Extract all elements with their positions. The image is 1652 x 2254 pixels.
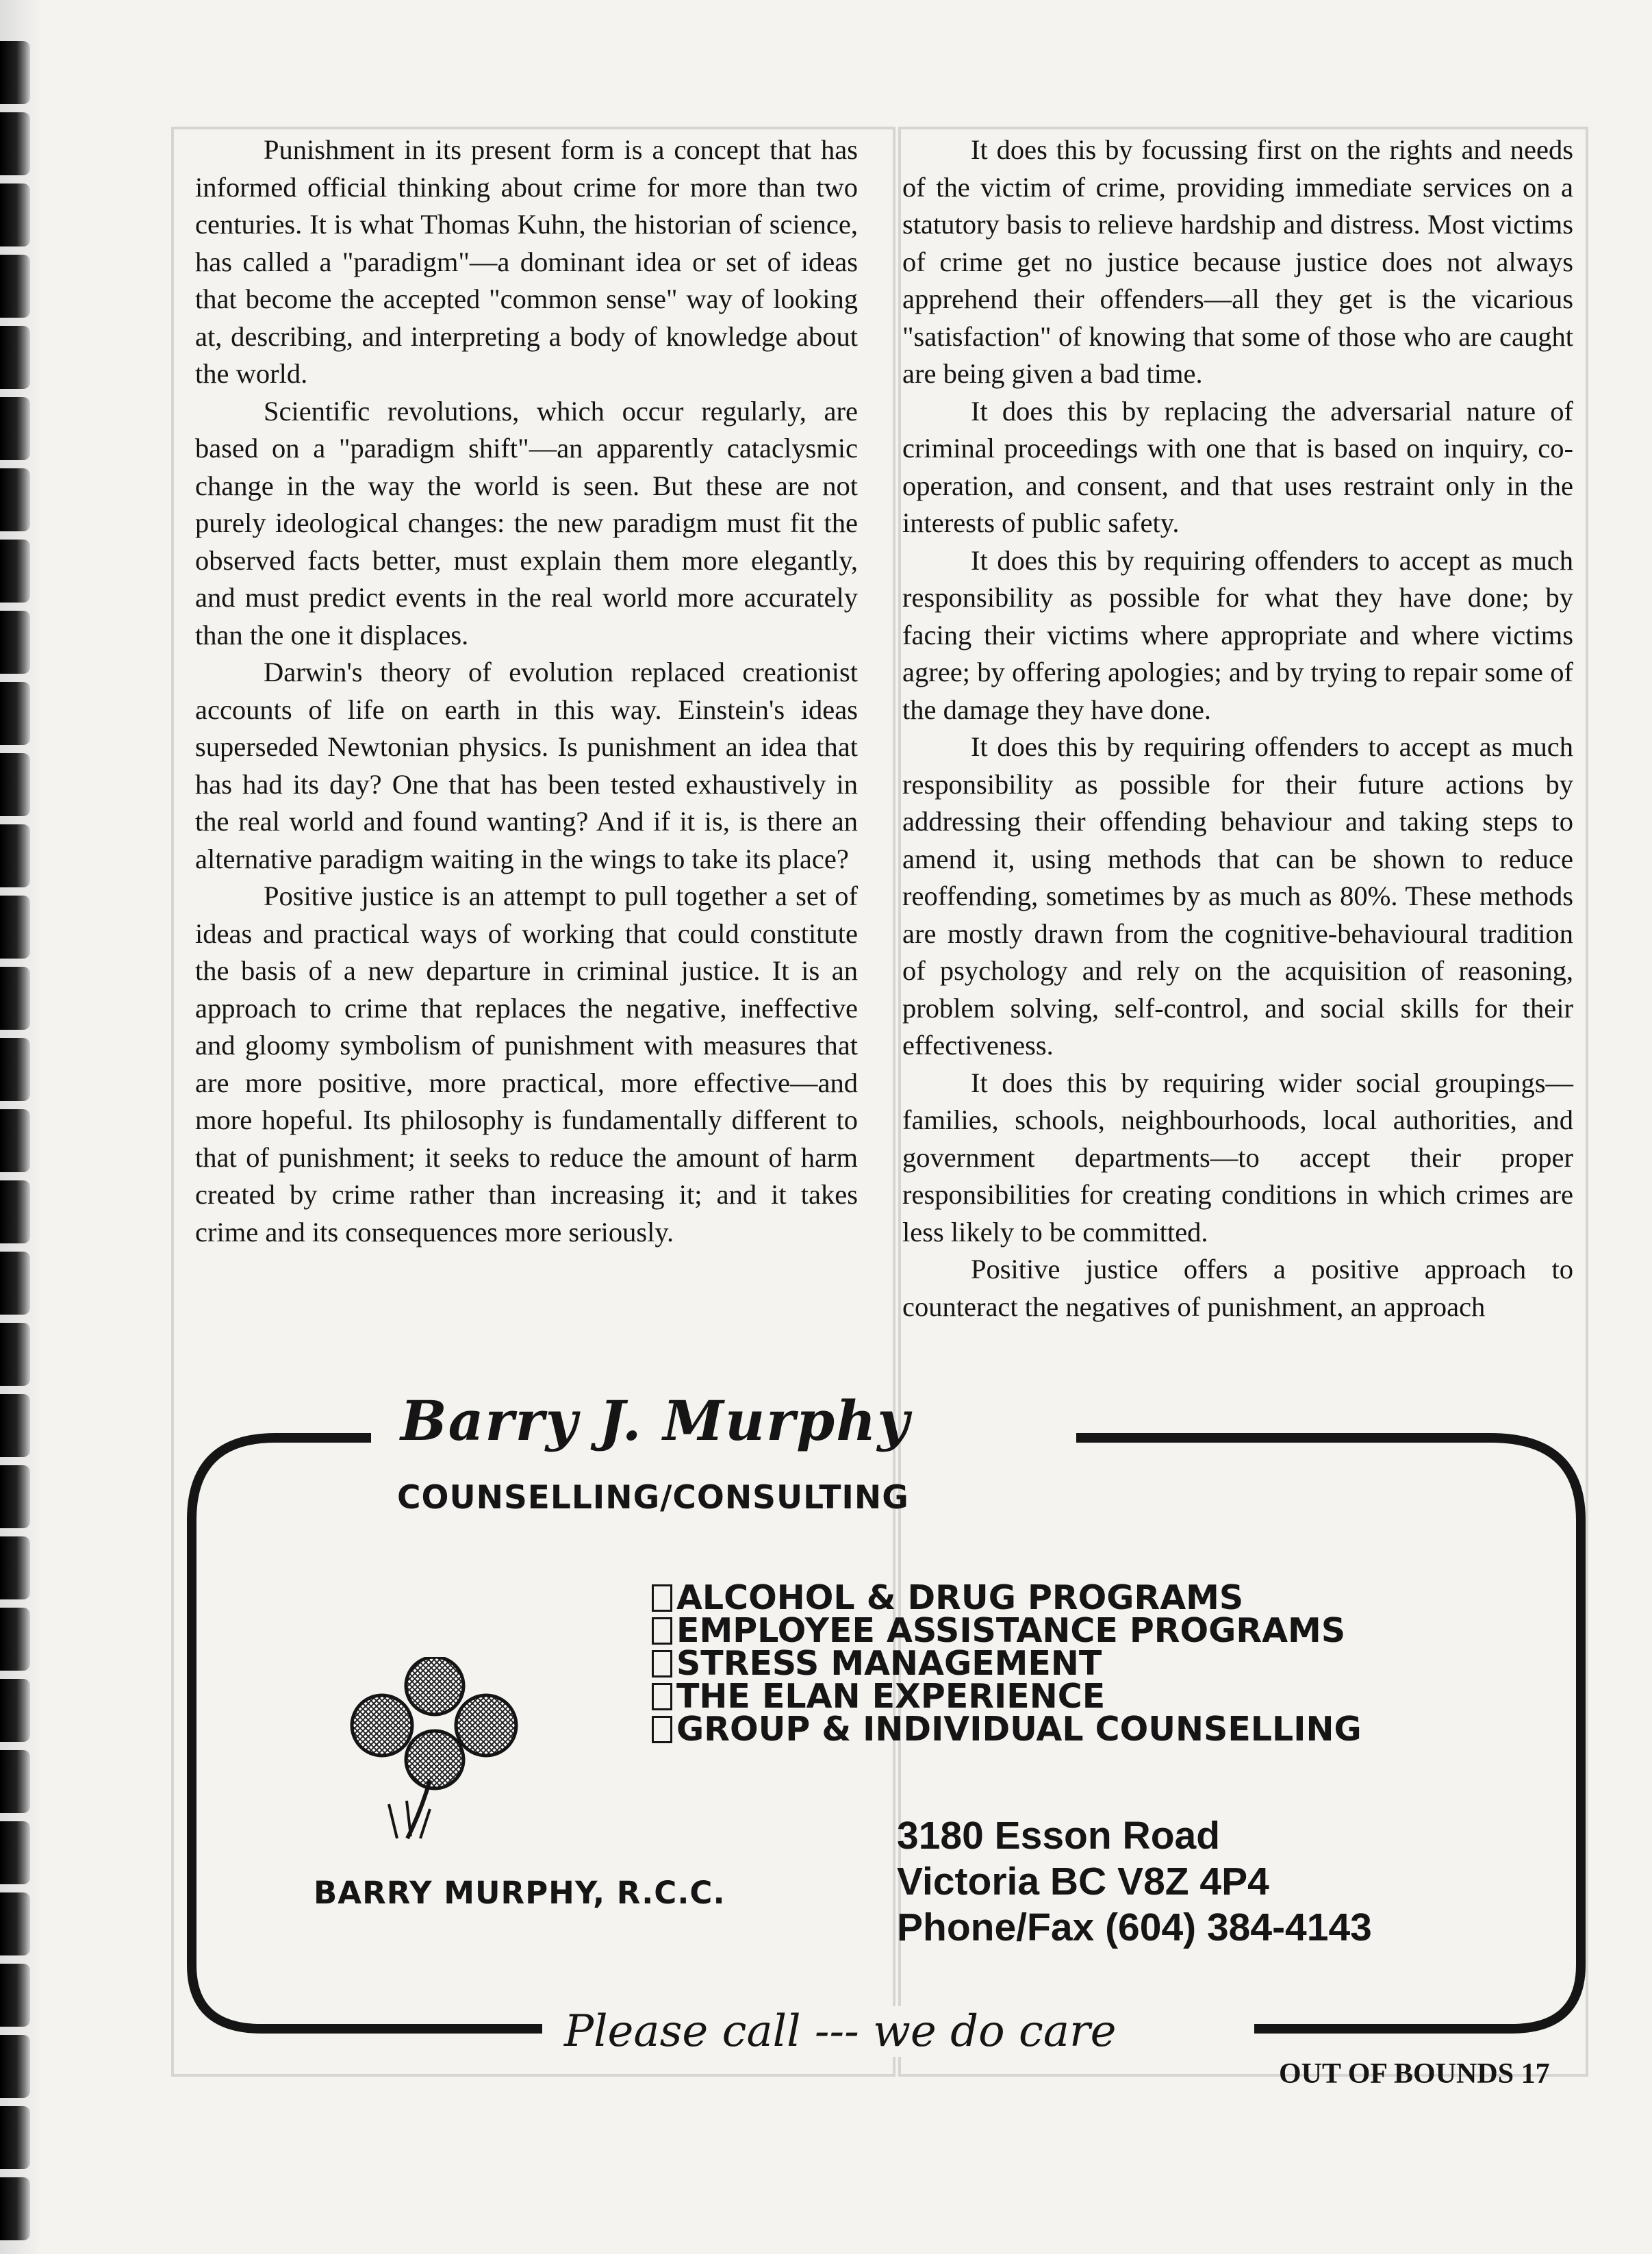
service-label: EMPLOYEE ASSISTANCE PROGRAMS [676, 1611, 1346, 1650]
paragraph: It does this by replacing the adversarial nature of criminal proceedings with one that is based on inquiry, co-operation, and consent, and that uses restraint only in the interests of public safety. [902, 395, 1573, 538]
clover-icon [349, 1657, 520, 1842]
checkbox-icon [652, 1584, 672, 1612]
binding-ring [0, 397, 30, 460]
binding-ring [0, 540, 30, 603]
binding-ring [0, 1679, 30, 1742]
paragraph: Scientific revolutions, which occur regularly, are based on a "paradigm shift"—an apparently cataclysmic change in the way the world is seen. But these are not purely ideological changes: the new paradigm must fit the observed facts better, must explain them more elegantly, and must predict events in the real world more accurately than the one it displaces. [195, 395, 858, 650]
article-right-column [902, 131, 1573, 1326]
paragraph: Punishment in its present form is a concept that has informed official thinking about crime for more than two centuries. It is what Thomas Kuhn, the historian of science, has called a "paradigm"—a dominant idea or set of ideas that become the accepted "common sense" way of looking at, describing, and interpreting a body of knowledge about the world. [195, 134, 858, 389]
binding-ring [0, 1252, 30, 1315]
checkbox-icon [652, 1683, 672, 1710]
checkbox-icon [652, 1617, 672, 1645]
ad-business-name: Barry J. Murphy [401, 1389, 911, 1453]
binding-ring [0, 255, 30, 318]
service-item [652, 1578, 1362, 1617]
ad-contact [897, 1813, 1372, 1951]
paragraph: It does this by requiring offenders to accept as much responsibility as possible for what they have done; by facing their victims where appropriate and where victims agree; by offering apologies; and by trying to repair some of the damage they have done. [902, 544, 1573, 725]
binding-ring [0, 1536, 30, 1599]
binding-ring [0, 2106, 30, 2169]
binding-ring [0, 1892, 30, 1955]
binding-ring [0, 41, 30, 104]
paragraph: It does this by focussing first on the rights and needs of the victim of crime, providing immediate services on a statutory basis to relieve hardship and distress. Most victims of crime get no justice because justice does not always apprehend their offenders—all they get is the vicarious "satisfaction" of knowing that some of those who are caught are being given a bad time. [902, 134, 1573, 389]
binding-ring [0, 112, 30, 175]
address-line2: Victoria BC V8Z 4P4 [897, 1860, 1269, 1903]
service-label: ALCOHOL & DRUG PROGRAMS [676, 1578, 1244, 1617]
page-number: 17 [1521, 2058, 1550, 2090]
binding-ring [0, 468, 30, 531]
service-label: THE ELAN EXPERIENCE [676, 1677, 1106, 1716]
checkbox-icon [652, 1716, 672, 1743]
paragraph: It does this by requiring offenders to accept as much responsibility as possible for their future actions by addressing their offending behaviour and taking steps to amend it, using methods that can be shown to reduce reoffending, sometimes by as much as 80%. These methods are mostly drawn from the cognitive-behavioural tradition of psychology and rely on the acquisition of reasoning, problem solving, self-control, and social skills for their effectiveness. [902, 731, 1573, 1061]
service-item [652, 1710, 1362, 1749]
binding-ring [0, 824, 30, 887]
phone-fax: Phone/Fax (604) 384-4143 [897, 1905, 1372, 1949]
binding-ring [0, 1465, 30, 1528]
service-item [652, 1611, 1362, 1650]
service-label: STRESS MANAGEMENT [676, 1644, 1102, 1683]
service-item [652, 1677, 1362, 1716]
binding-ring [0, 326, 30, 389]
binding-ring [0, 1821, 30, 1884]
binding-ring [0, 1323, 30, 1386]
binding-ring [0, 1964, 30, 2027]
ad-tagline: Please call --- we do care [555, 2006, 1126, 2057]
address-line1: 3180 Esson Road [897, 1814, 1221, 1858]
service-item [652, 1644, 1362, 1683]
binding-ring [0, 183, 30, 246]
binding-ring [0, 1038, 30, 1101]
article-left-column [195, 131, 858, 1251]
binding-ring [0, 611, 30, 674]
checkbox-icon [652, 1650, 672, 1677]
binding-ring [0, 682, 30, 745]
binding-ring [0, 1180, 30, 1243]
service-label: GROUP & INDIVIDUAL COUNSELLING [676, 1710, 1362, 1749]
binding-ring [0, 753, 30, 816]
binding-ring [0, 1109, 30, 1172]
paragraph: Positive justice offers a positive approach to counteract the negatives of punishment, an approach [902, 1254, 1573, 1322]
services-list [652, 1578, 1362, 1749]
binding-ring [0, 1394, 30, 1457]
binding-ring [0, 2177, 30, 2240]
binding-ring [0, 2035, 30, 2098]
ad-person-name: BARRY MURPHY, R.C.C. [314, 1875, 726, 1911]
page-footer [1279, 2057, 1550, 2090]
binding-ring [0, 967, 30, 1030]
paragraph: It does this by requiring wider social groupings—families, schools, neighbourhoods, local authorities, and government departments—to accept their proper responsibilities for creating conditions in which crimes are less likely to be committed. [902, 1067, 1573, 1248]
paragraph: Positive justice is an attempt to pull together a set of ideas and practical ways of working that could constitute the basis of a new departure in criminal justice. It is an approach to crime that replaces the negative, ineffective and gloomy symbolism of punishment with measures that are more positive, more practical, more effective—and more hopeful. Its philosophy is fundamentally different to that of punishment; it seeks to reduce the amount of harm created by crime rather than increasing it; and it takes crime and its consequences more seriously. [195, 881, 858, 1248]
binding-ring [0, 1608, 30, 1671]
ad-subtitle: COUNSELLING/CONSULTING [397, 1479, 909, 1517]
paragraph: Darwin's theory of evolution replaced creationist accounts of life on earth in this way. Einstein's ideas superseded Newtonian physics. Is punishment an idea that has had its day? One that has been tested exhaustively in the real world and found wanting? And if it is, is there an alternative paradigm waiting in the wings to take its place? [195, 657, 858, 874]
binding-ring [0, 1750, 30, 1813]
binding-ring [0, 896, 30, 959]
magazine-title: OUT OF BOUNDS [1279, 2058, 1514, 2090]
